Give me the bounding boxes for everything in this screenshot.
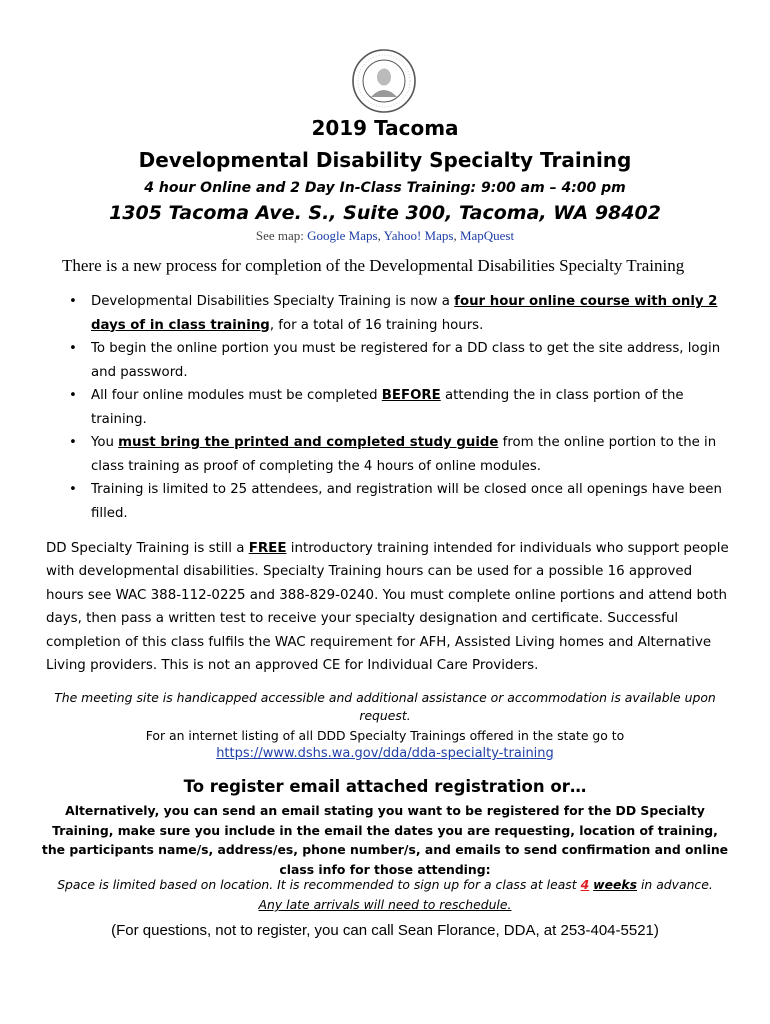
washington-state-seal-icon xyxy=(351,48,417,114)
bullet-icon: • xyxy=(69,341,77,356)
see-map-line: See map: Google Maps, Yahoo! Maps, MapQuest xyxy=(255,228,515,243)
intro-statement: There is a new process for completion of the Developmental Disabilities Specialty Training xyxy=(62,256,685,275)
list-item: • You must bring the printed and completed study guide from the online portion to the in class training as proof of completing the 4 hours of online modules. xyxy=(60,431,738,478)
title-line-2: Developmental Disability Specialty Training xyxy=(138,148,632,172)
schedule-subtitle: 4 hour Online and 2 Day In-Class Training: 9:00 am – 4:00 pm xyxy=(144,180,626,196)
list-item: • To begin the online portion you must be registered for a DD class to get the site address, login and password. xyxy=(60,337,738,384)
see-map-label: See map: xyxy=(255,228,304,243)
training-description: DD Specialty Training is still a FREE introductory training intended for individuals who support people with developmental disabilities. Specialty Training hours can be used for a possible 16 approved hours see WAC 388-112-0225 and 388-829-0240. You must complete online portions and attend both days, then pass a written test to receive your specialty designation and certificate. Successful completion of this class fulfils the WAC requirement for AFH, Assisted Living homes and Alternative Living providers. This is not an approved CE for Individual Care Providers. xyxy=(46,541,729,674)
requirements-list xyxy=(60,290,738,525)
mapquest-link[interactable]: MapQuest xyxy=(459,228,515,243)
list-item: • Training is limited to 25 attendees, and registration will be closed once all openings have been filled. xyxy=(60,478,738,525)
list-item: • All four online modules must be completed BEFORE attending the in class portion of the training. xyxy=(60,384,738,431)
specialty-training-link[interactable]: https://www.dshs.wa.gov/dda/dda-specialty-training xyxy=(216,746,554,761)
contact-line: (For questions, not to register, you can call Sean Florance, DDA, at 253-404-5521) xyxy=(111,922,659,939)
register-alternative-instructions: Alternatively, you can send an email stating you want to be registered for the DD Specialty Training, make sure you include in the email the dates you are requesting, location of training, the participants name/s, address/es, phone number/s, and emails to send confirmation and online class info for those attending: xyxy=(41,803,729,877)
register-heading: To register email attached registration or… xyxy=(183,777,587,796)
bullet-icon: • xyxy=(69,482,77,497)
weeks-number: 4 xyxy=(580,877,590,892)
space-limited-note: Space is limited based on location. It is recommended to sign up for a class at least 4 weeks in advance. xyxy=(57,877,713,892)
bullet-icon: • xyxy=(69,388,77,403)
late-arrival-note: Any late arrivals will need to reschedule. xyxy=(258,897,512,912)
listing-note: For an internet listing of all DDD Specialty Trainings offered in the state go to xyxy=(145,728,625,743)
training-address: 1305 Tacoma Ave. S., Suite 300, Tacoma, WA 98402 xyxy=(109,202,661,224)
yahoo-maps-link[interactable]: Yahoo! Maps xyxy=(383,228,454,243)
google-maps-link[interactable]: Google Maps xyxy=(307,228,378,243)
list-item: • Developmental Disabilities Specialty Training is now a four hour online course with only 2 days of in class training, for a total of 16 training hours. xyxy=(60,290,738,337)
bullet-icon: • xyxy=(69,294,77,309)
title-line-1: 2019 Tacoma xyxy=(311,116,459,140)
accessibility-note: The meeting site is handicapped accessible and additional assistance or accommodation is available upon request. xyxy=(54,690,716,723)
bullet-icon: • xyxy=(69,435,77,450)
